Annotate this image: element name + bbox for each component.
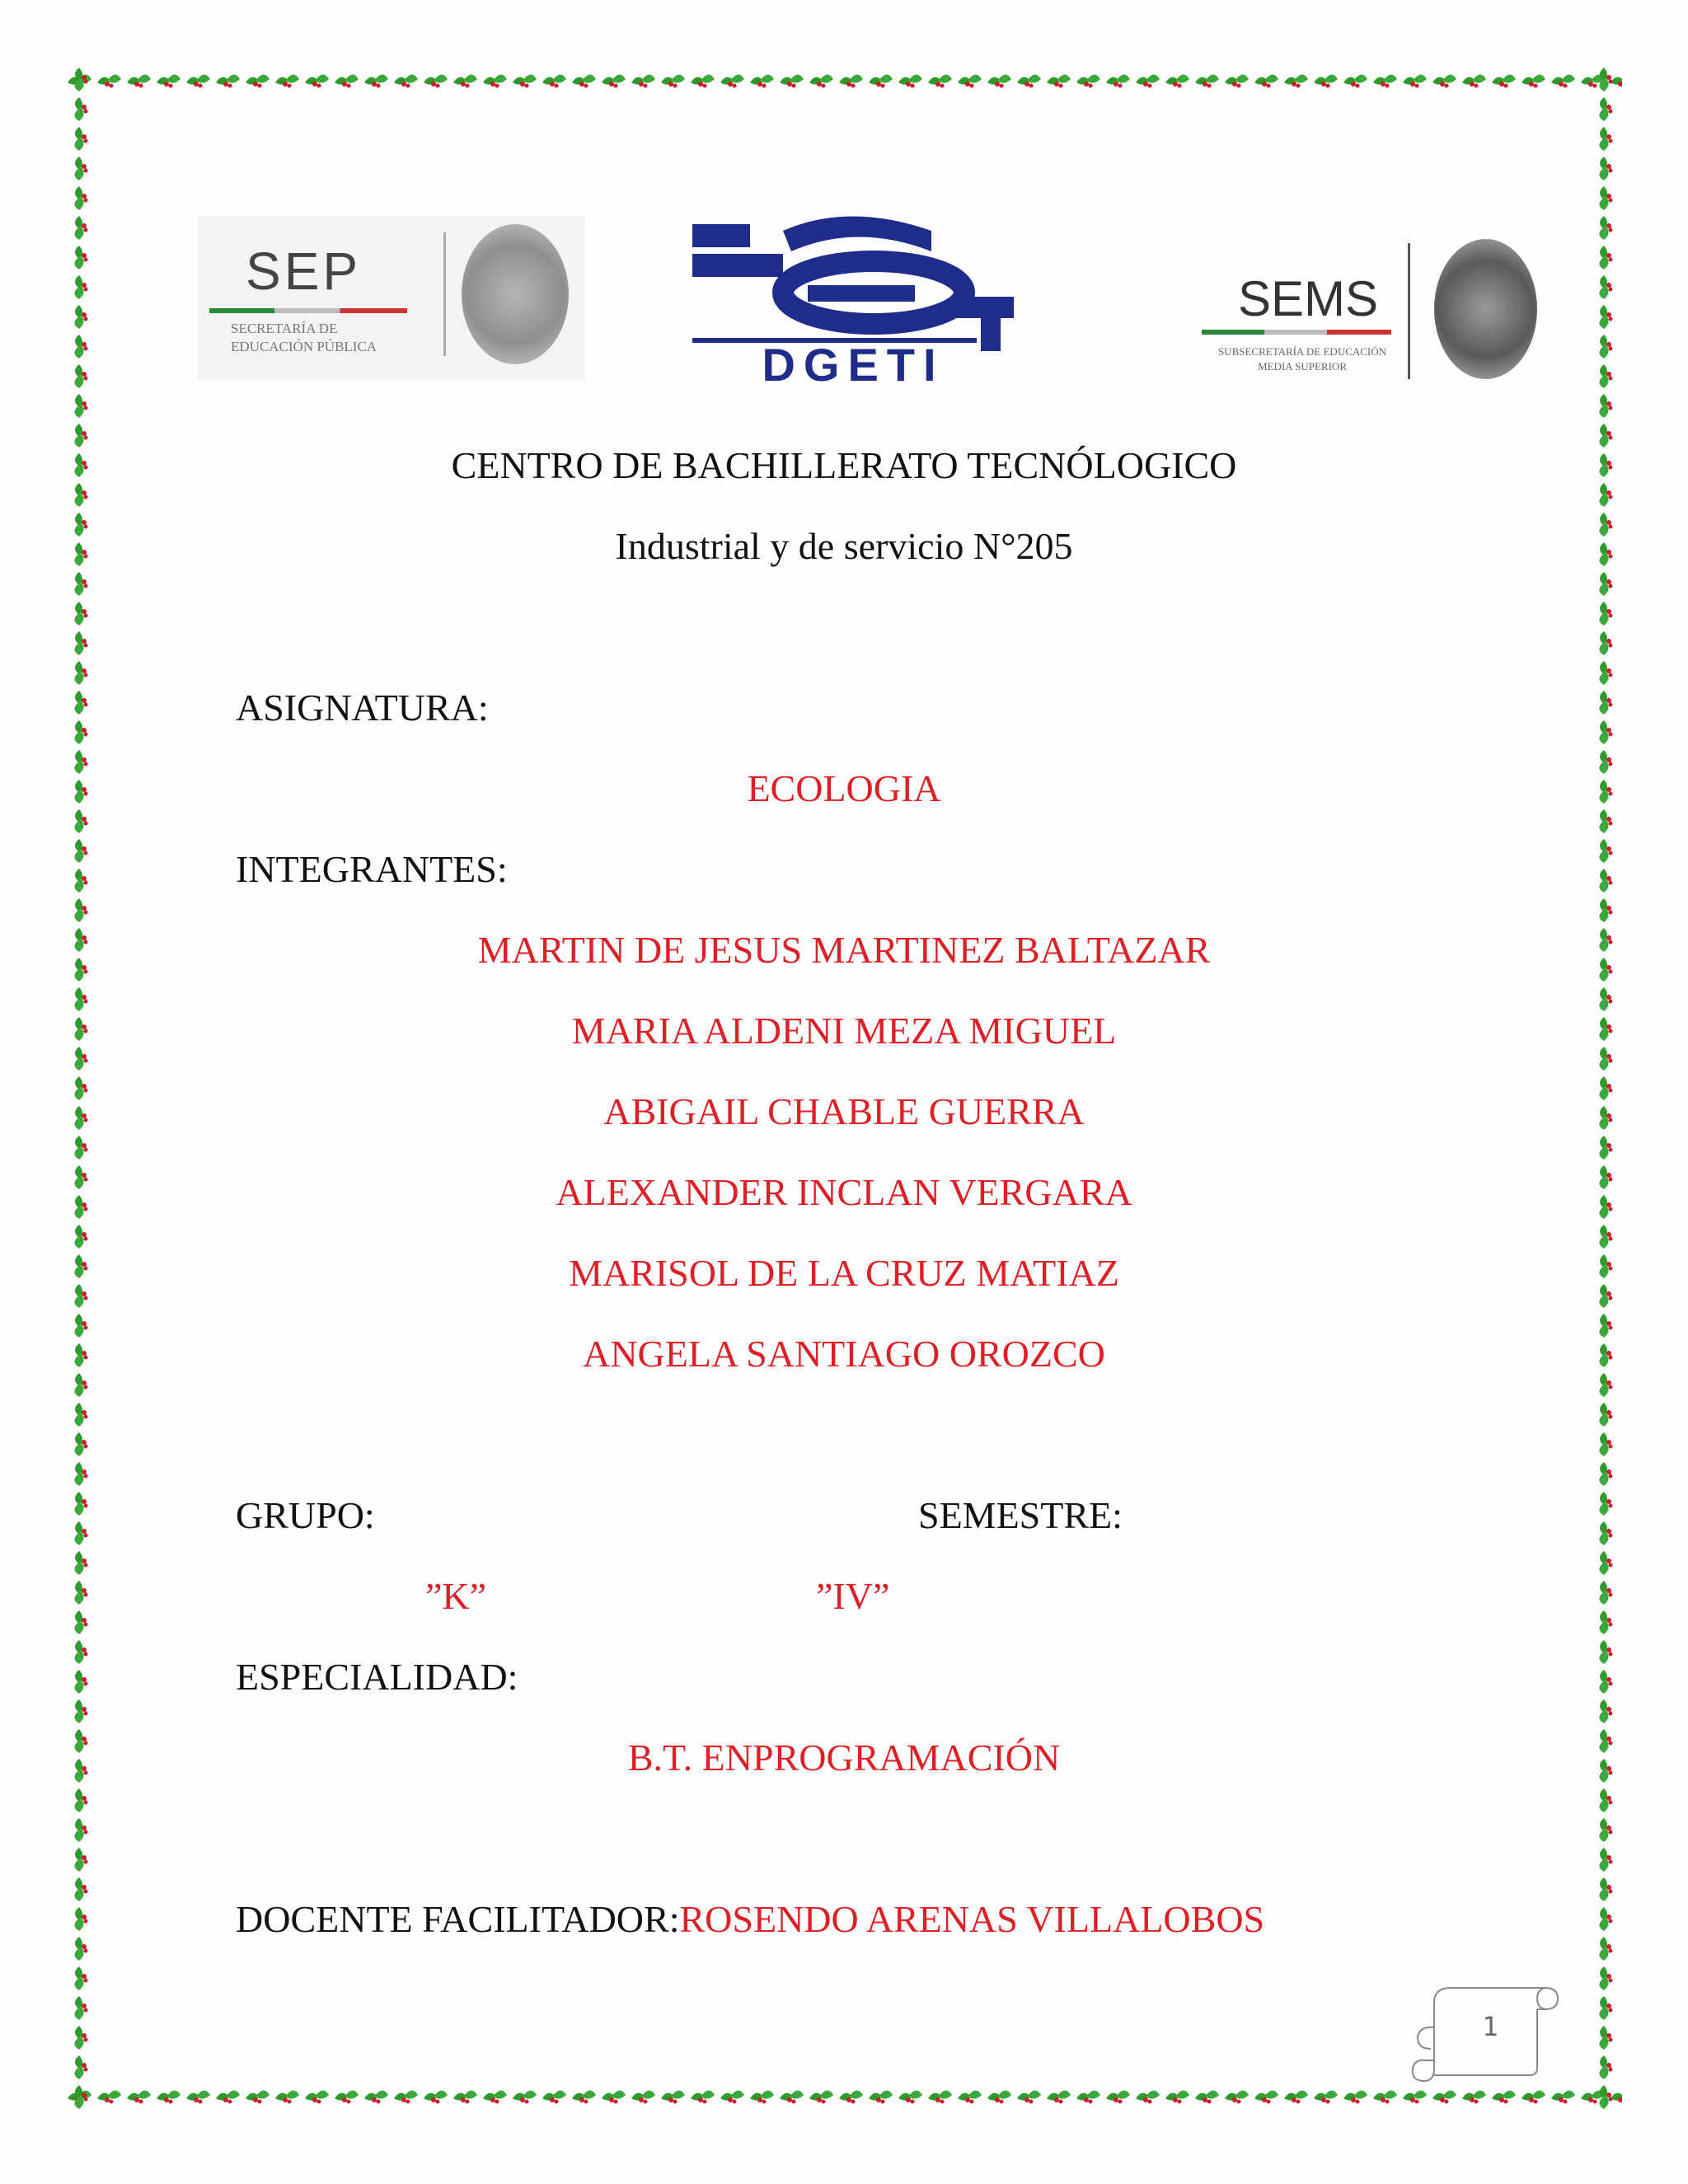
mexico-seal-icon bbox=[1434, 239, 1537, 379]
sep-logo-divider bbox=[443, 232, 446, 356]
integrante-name: ABIGAIL CHABLE GUERRA bbox=[603, 1090, 1085, 1132]
integrante-name: MARISOL DE LA CRUZ MATIAZ bbox=[569, 1252, 1119, 1294]
especialidad-label: ESPECIALIDAD: bbox=[236, 1656, 518, 1698]
asignatura-value: ECOLOGIA bbox=[747, 767, 941, 809]
especialidad-value: B.T. ENPROGRAMACIÓN bbox=[627, 1736, 1061, 1779]
sems-logo-stripe bbox=[1202, 330, 1391, 335]
sems-logo-subtitle: SUBSECRETARÍA DE EDUCACIÓN MEDIA SUPERIOR bbox=[1217, 345, 1387, 373]
semestre-label: SEMESTRE: bbox=[918, 1494, 1123, 1536]
integrante-name: MARTIN DE JESUS MARTINEZ BALTAZAR bbox=[477, 929, 1211, 971]
holly-border-bottom bbox=[64, 2080, 1622, 2113]
docente-label: DOCENTE FACILITADOR: bbox=[236, 1898, 680, 1940]
holly-border-left bbox=[64, 64, 97, 2113]
school-subtitle: Industrial y de servicio N°205 bbox=[615, 525, 1073, 567]
mexico-seal-icon bbox=[462, 224, 569, 364]
holly-border-top bbox=[64, 64, 1622, 97]
sems-logo bbox=[1195, 231, 1550, 387]
docente-row bbox=[236, 1897, 1264, 1941]
sep-logo-subtitle: SECRETARÍA DE EDUCACIÓN PÚBLICA bbox=[231, 321, 377, 354]
sems-logo-divider bbox=[1408, 243, 1410, 379]
school-name: CENTRO DE BACHILLERATO TECNÓLOGICO bbox=[451, 444, 1237, 486]
integrante-name: ANGELA SANTIAGO OROZCO bbox=[583, 1333, 1105, 1375]
dgeti-emblem-icon bbox=[684, 206, 1022, 387]
sems-logo-word: SEMS bbox=[1238, 271, 1379, 326]
integrante-name: MARIA ALDENI MEZA MIGUEL bbox=[571, 1010, 1117, 1052]
integrantes-label: INTEGRANTES: bbox=[236, 848, 508, 890]
asignatura-label: ASIGNATURA: bbox=[236, 687, 489, 729]
page-number: 1 bbox=[1482, 2011, 1498, 2042]
dgeti-logo bbox=[684, 206, 1022, 387]
sep-logo-stripe bbox=[209, 308, 407, 313]
docente-value: ROSENDO ARENAS VILLALOBOS bbox=[679, 1898, 1265, 1940]
sep-logo-word: SEP bbox=[246, 241, 362, 301]
sep-logo bbox=[198, 216, 585, 381]
holly-border-right bbox=[1589, 64, 1622, 2113]
dgeti-logo-word: DGETI bbox=[762, 339, 945, 387]
integrante-name: ALEXANDER INCLAN VERGARA bbox=[556, 1171, 1132, 1213]
grupo-value: ”K” bbox=[425, 1575, 487, 1617]
grupo-label: GRUPO: bbox=[236, 1494, 375, 1536]
semestre-value: ”IV” bbox=[816, 1575, 890, 1617]
